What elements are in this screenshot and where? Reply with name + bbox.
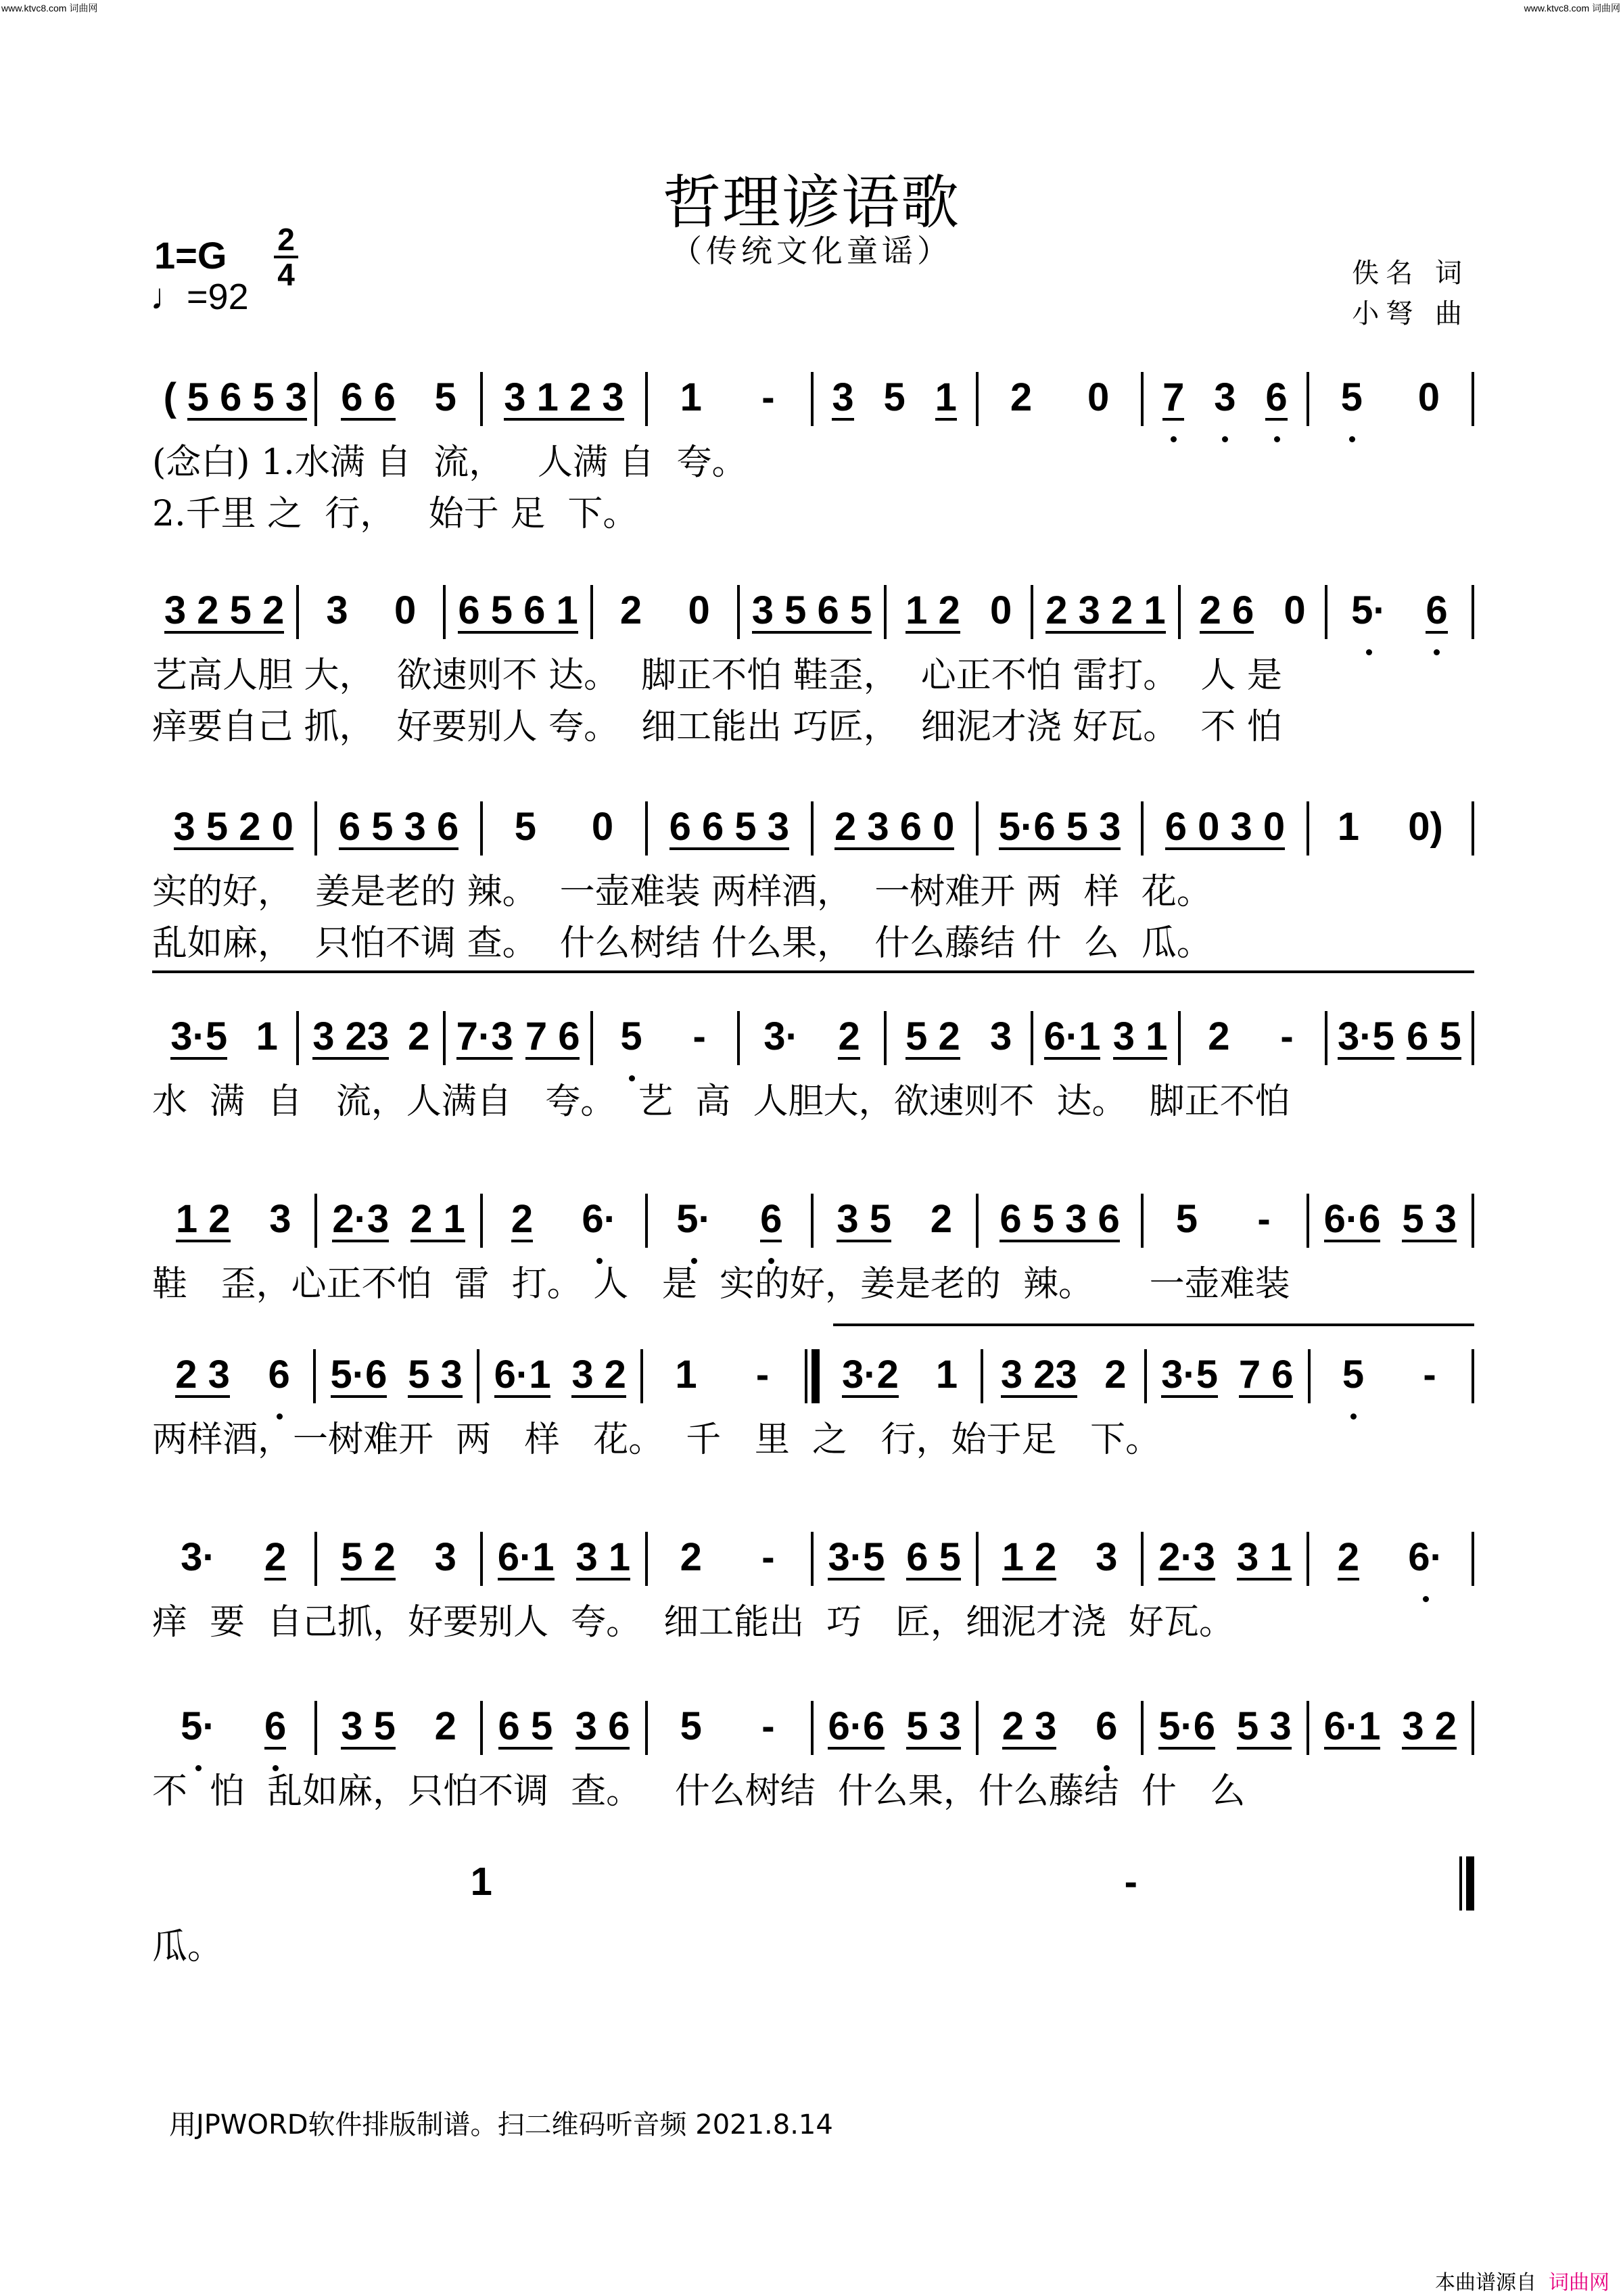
note-group: (	[163, 375, 177, 419]
note-group: 6	[264, 1681, 286, 1750]
note-group: 0	[394, 588, 417, 632]
measure	[983, 1329, 1144, 1398]
source-label: 本曲谱源自	[1435, 2271, 1536, 2295]
barline	[1472, 1701, 1474, 1755]
measure	[317, 781, 479, 850]
staff-line	[152, 565, 1474, 749]
note-group: 2·3	[1158, 1512, 1215, 1580]
note-group: 2 3	[175, 1329, 230, 1398]
final-barline	[1459, 1856, 1474, 1911]
note-group: 5·6	[1158, 1681, 1215, 1750]
notes-row	[152, 352, 1474, 433]
footer-note: 用JPWORD软件排版制谱。扫二维码听音频 2021.8.14	[169, 2109, 833, 2140]
measure	[887, 991, 1031, 1060]
measure	[814, 1681, 976, 1750]
staff-line	[152, 991, 1474, 1123]
lyric-line: 艺高人胆 大， 欲速则不 达。 脚正不怕 鞋歪， 心正不怕 雷打。 人 是	[152, 655, 1282, 696]
source-credit	[1435, 2266, 1609, 2295]
note-group: 6 6	[341, 352, 396, 421]
note-group: 5 3	[1402, 1173, 1457, 1242]
note-group: 5 2	[905, 991, 960, 1060]
note-group: 6	[1096, 1681, 1117, 1747]
note-group: 5	[1341, 352, 1363, 418]
low-octave-dot	[277, 1413, 283, 1420]
measure	[152, 991, 296, 1060]
lyric-line: 2.千里 之 行， 始于 足 下。	[152, 493, 638, 534]
note-group: 5·	[676, 1173, 711, 1240]
measure	[1181, 991, 1325, 1057]
low-octave-dot	[1274, 436, 1280, 442]
notes-row	[152, 1173, 1474, 1255]
note-group: 6	[1265, 352, 1287, 421]
note-group: 1	[680, 375, 702, 419]
note-group: 6·1	[1044, 991, 1101, 1060]
notes-row	[152, 1329, 1474, 1410]
staff-line	[152, 1173, 1474, 1306]
note-group: 5	[514, 805, 536, 849]
notes-row	[152, 781, 1474, 862]
note-group: 2 3	[1002, 1681, 1057, 1750]
notes-row	[152, 1681, 1474, 1762]
measure	[483, 352, 645, 421]
note-group: 5	[1175, 1197, 1198, 1241]
barline	[1472, 585, 1474, 639]
note-group: 6 5	[498, 1681, 553, 1750]
watermark-top-left: www.ktvc8.com 词曲网	[1, 3, 98, 14]
measure	[648, 1681, 810, 1747]
measure	[1144, 352, 1306, 421]
measure	[1144, 781, 1306, 850]
measure	[814, 781, 976, 850]
note-group: 2	[1010, 375, 1033, 419]
barline	[1472, 1011, 1474, 1065]
note-group: 6·	[1408, 1512, 1443, 1578]
measure	[1033, 991, 1177, 1060]
note-group: 2 3 2 1	[1045, 565, 1165, 634]
measure	[152, 781, 314, 850]
note-group: 6 5 6 1	[458, 565, 578, 634]
lyric-line: (念白) 1.水满 自 流， 人满 自 夸。	[152, 442, 747, 483]
note-group: 7	[1162, 352, 1184, 421]
measure	[740, 991, 884, 1060]
staff-line	[152, 781, 1474, 965]
measure	[483, 1512, 645, 1580]
note-group: 3·	[181, 1535, 216, 1579]
measure	[1309, 781, 1472, 847]
note-group: 2·3	[332, 1173, 389, 1242]
note-group: 6	[1426, 565, 1447, 634]
note-group: 3 23	[1001, 1329, 1077, 1398]
note-group: 3 1	[1237, 1512, 1292, 1580]
note-group: 3 5 6 5	[752, 565, 872, 634]
note-group: 0)	[1408, 805, 1443, 849]
measure	[446, 565, 590, 634]
note-group: 3 2 5 2	[164, 565, 284, 634]
measure	[1147, 1329, 1308, 1398]
volta-bracket	[833, 1323, 1474, 1326]
note-group: 7 6	[525, 991, 580, 1060]
note-group: 5	[1342, 1329, 1364, 1395]
measure	[820, 1329, 981, 1398]
low-octave-dot	[1423, 1596, 1429, 1602]
note-group: 3·5	[1338, 991, 1394, 1060]
measure	[316, 1329, 477, 1398]
note-group: 5·6	[331, 1329, 387, 1398]
lyric-line: 鞋 歪，心正不怕 雷 打。 人 是 实的好，姜是老的 辣。 一壶难装	[152, 1263, 1290, 1305]
lyric-line: 痒 要 自己抓，好要别人 夸。 细工能出 巧 匠，细泥才浇 好瓦。	[152, 1601, 1234, 1643]
note-group: 2	[619, 588, 642, 632]
note-group: 2	[930, 1197, 952, 1241]
measure	[1327, 991, 1472, 1060]
note-group: 5 3	[1237, 1681, 1292, 1750]
measure	[1181, 565, 1325, 634]
measure	[483, 1681, 645, 1750]
song-subtitle: （传统文化童谣）	[671, 233, 952, 269]
note-group: 2	[838, 991, 860, 1060]
note-group: 0	[1284, 588, 1306, 632]
measure	[446, 991, 590, 1060]
note-group: 7 6	[1239, 1329, 1294, 1398]
note-group: 6 5 3 6	[339, 781, 458, 850]
lyricist-credit: 佚名 词	[1352, 258, 1469, 289]
note-group: 0	[1087, 375, 1110, 419]
note-group: 3	[989, 1014, 1012, 1058]
measure	[1144, 1512, 1306, 1580]
note-group: 3 1	[576, 1512, 631, 1580]
lyric-line: 两样酒，一树难开 两 样 花。 千 里 之 行，始于足 下。	[152, 1419, 1161, 1460]
notes-row	[152, 1512, 1474, 1593]
song-title: 哲理谚语歌	[663, 169, 960, 237]
note-group: 2	[264, 1512, 286, 1580]
note-group: 2	[680, 1535, 702, 1579]
measure	[483, 781, 645, 847]
measure	[814, 1173, 976, 1242]
time-sig-top: 2	[277, 222, 295, 257]
measure	[299, 565, 443, 631]
low-octave-dot	[195, 1765, 202, 1771]
lyric-line: 水 满 自 流，人满自 夸。 艺 高 人胆大，欲速则不 达。 脚正不怕	[152, 1081, 1290, 1122]
note-group: 2 6	[1200, 565, 1254, 634]
note-group: -	[755, 1353, 770, 1397]
note-group: 6·6	[1324, 1173, 1381, 1242]
note-group: 3 1 2 3	[504, 352, 624, 421]
measure	[1309, 1173, 1472, 1242]
note-group: 3 5 2 0	[174, 781, 293, 850]
measure	[1309, 352, 1472, 418]
note-group: 1	[470, 1860, 492, 1904]
note-group: 3·2	[842, 1329, 899, 1398]
note-group: 5 6 5 3	[187, 352, 307, 421]
note-group: 1 2	[905, 565, 960, 634]
note-group: 5	[434, 375, 456, 419]
note-group: 3	[832, 352, 853, 421]
note-group: -	[761, 375, 775, 419]
lyric-line: 痒要自己 抓， 好要别人 夸。 细工能出 巧匠， 细泥才浇 好瓦。 不 怕	[152, 706, 1282, 747]
measure	[1327, 565, 1472, 634]
note-group: 3 2	[1402, 1681, 1457, 1750]
note-group: -	[1423, 1353, 1436, 1397]
lyric-line: 实的好， 姜是老的 辣。 一壶难装 两样酒， 一树难开 两 样 花。	[152, 871, 1212, 912]
measure	[317, 1173, 479, 1242]
note-group: 3·5	[1161, 1329, 1218, 1398]
volta-bracket	[152, 970, 1474, 973]
note-group: 3 1	[1113, 991, 1168, 1060]
barline	[1472, 1349, 1474, 1403]
note-group: 2	[1338, 1512, 1359, 1580]
low-octave-dot	[691, 1258, 697, 1264]
time-sig-bottom: 4	[277, 257, 295, 292]
note-group: 0	[989, 588, 1012, 632]
note-group: 6 0 3 0	[1165, 781, 1285, 850]
measure	[152, 1512, 314, 1580]
note-group: 5·6 5 3	[999, 781, 1121, 850]
note-group: -	[761, 1535, 775, 1579]
note-group: 3	[434, 1535, 456, 1579]
measure	[152, 565, 296, 634]
note-group: 3 6	[575, 1681, 630, 1750]
measure	[740, 565, 884, 634]
time-signature	[274, 222, 298, 292]
note-group: 6·1	[494, 1329, 551, 1398]
measure	[152, 1173, 314, 1242]
note-group: 1	[256, 1014, 278, 1058]
measure	[479, 1329, 640, 1398]
note-group: 3	[269, 1197, 291, 1241]
measure	[643, 1329, 804, 1395]
measure	[152, 1681, 314, 1750]
barline	[1472, 1194, 1474, 1248]
note-group: 2	[408, 1014, 430, 1058]
note-group: -	[761, 1704, 775, 1748]
low-octave-dot	[1366, 649, 1372, 655]
note-group: 3·5	[170, 991, 227, 1060]
lyric-line: 瓜。	[152, 1926, 223, 1967]
measure	[979, 1173, 1141, 1242]
staff-line	[152, 1681, 1474, 1813]
note-group: 3 5	[837, 1173, 891, 1242]
measure	[1033, 565, 1177, 634]
note-group: 5 3	[906, 1681, 961, 1750]
measure	[814, 1512, 976, 1580]
repeat-end-barline	[805, 1349, 820, 1403]
note-group: 5	[620, 991, 642, 1057]
measure	[1144, 1681, 1306, 1750]
note-group: 7·3	[456, 991, 513, 1060]
note-group: -	[1280, 1014, 1294, 1058]
measure	[593, 991, 737, 1057]
measure	[648, 352, 810, 418]
note-group: 6 5 3 6	[999, 1173, 1119, 1242]
measure	[593, 565, 737, 631]
low-octave-dot	[1350, 1413, 1357, 1420]
measure	[299, 991, 443, 1060]
notes-row	[152, 991, 1474, 1072]
note-group: 5·	[181, 1681, 216, 1747]
measure	[1309, 1512, 1472, 1580]
note-group: 6·1	[1324, 1681, 1381, 1750]
note-group: 6	[268, 1329, 290, 1395]
barline	[1472, 1532, 1474, 1586]
note-group: 3·5	[828, 1512, 885, 1580]
measure	[648, 1512, 810, 1578]
staff-line	[152, 1836, 1474, 1969]
note-group: 5 2	[341, 1512, 396, 1580]
note-group: 5·	[1351, 565, 1386, 631]
measure	[152, 1836, 1459, 1902]
note-group: 3 2	[571, 1329, 626, 1398]
note-group: 5 3	[408, 1329, 463, 1398]
staff-line	[152, 1329, 1474, 1461]
note-group: 6·1	[498, 1512, 555, 1580]
note-group: 3	[326, 588, 348, 632]
note-group: 3 5	[341, 1681, 396, 1750]
measure	[979, 781, 1141, 850]
note-group: 3	[1214, 352, 1236, 418]
measure	[317, 352, 479, 421]
staff-line	[152, 1512, 1474, 1644]
note-group: 1	[935, 352, 957, 421]
measure	[648, 781, 810, 850]
note-group: 2 1	[410, 1173, 465, 1242]
key-signature: 1=G	[154, 234, 227, 277]
tempo-marking: ♩=92	[150, 277, 249, 317]
note-group: 1	[935, 1353, 958, 1397]
note-group: 2	[434, 1704, 456, 1748]
note-group: 2 3 6 0	[834, 781, 954, 850]
note-group: 1 2	[176, 1173, 231, 1242]
lyric-line: 乱如麻， 只怕不调 查。 什么树结 什么果， 什么藤结 什 么 瓜。	[152, 922, 1212, 964]
note-group: 3·	[763, 1014, 799, 1058]
measure	[317, 1512, 479, 1580]
notes-row	[152, 1836, 1474, 1917]
note-group: 5	[883, 375, 905, 419]
measure	[979, 1512, 1141, 1580]
note-group: -	[1124, 1860, 1137, 1904]
measure	[483, 1173, 645, 1242]
note-group: 3	[1096, 1535, 1118, 1579]
note-group: 6 5	[906, 1512, 961, 1580]
measure	[1144, 1173, 1306, 1240]
measure	[1309, 1681, 1472, 1750]
measure	[814, 352, 976, 421]
measure	[979, 352, 1141, 418]
note-group: 2	[1104, 1353, 1127, 1397]
note-group: 6 5	[1407, 991, 1461, 1060]
lyric-line: 不 怕 乱如麻，只怕不调 查。 什么树结 什么果，什么藤结 什 么	[152, 1771, 1246, 1812]
notes-row	[152, 565, 1474, 646]
note-group: 1	[675, 1353, 697, 1397]
measure	[887, 565, 1031, 634]
measure	[979, 1681, 1141, 1750]
measure	[317, 1681, 479, 1750]
staff-line	[152, 352, 1474, 536]
note-group: 5	[680, 1704, 702, 1748]
low-octave-dot	[629, 1075, 635, 1081]
note-group: 3 23	[312, 991, 389, 1060]
note-group: 1	[1337, 805, 1360, 849]
measure	[648, 1173, 810, 1242]
note-group: 2	[511, 1173, 533, 1242]
composer-credit: 小弩 曲	[1352, 298, 1469, 329]
note-group: 1 2	[1002, 1512, 1057, 1580]
note-group: 6·6	[828, 1681, 885, 1750]
barline	[1472, 372, 1474, 426]
note-group: 6·	[582, 1173, 617, 1240]
note-group: 0	[1417, 375, 1440, 419]
low-octave-dot	[1349, 436, 1355, 442]
note-group: 0	[591, 805, 614, 849]
note-group: 6	[760, 1173, 782, 1242]
note-group: -	[692, 1014, 706, 1058]
measure	[152, 352, 314, 421]
note-group: 0	[688, 588, 710, 632]
barline	[1472, 801, 1474, 856]
note-group: 2	[1208, 1014, 1230, 1058]
note-group: 6 6 5 3	[669, 781, 789, 850]
measure	[152, 1329, 313, 1398]
source-brand-link[interactable]: 词曲网	[1549, 2271, 1609, 2295]
note-group: -	[1257, 1197, 1271, 1241]
measure	[1311, 1329, 1472, 1395]
watermark-top-right: www.ktvc8.com 词曲网	[1524, 3, 1620, 14]
